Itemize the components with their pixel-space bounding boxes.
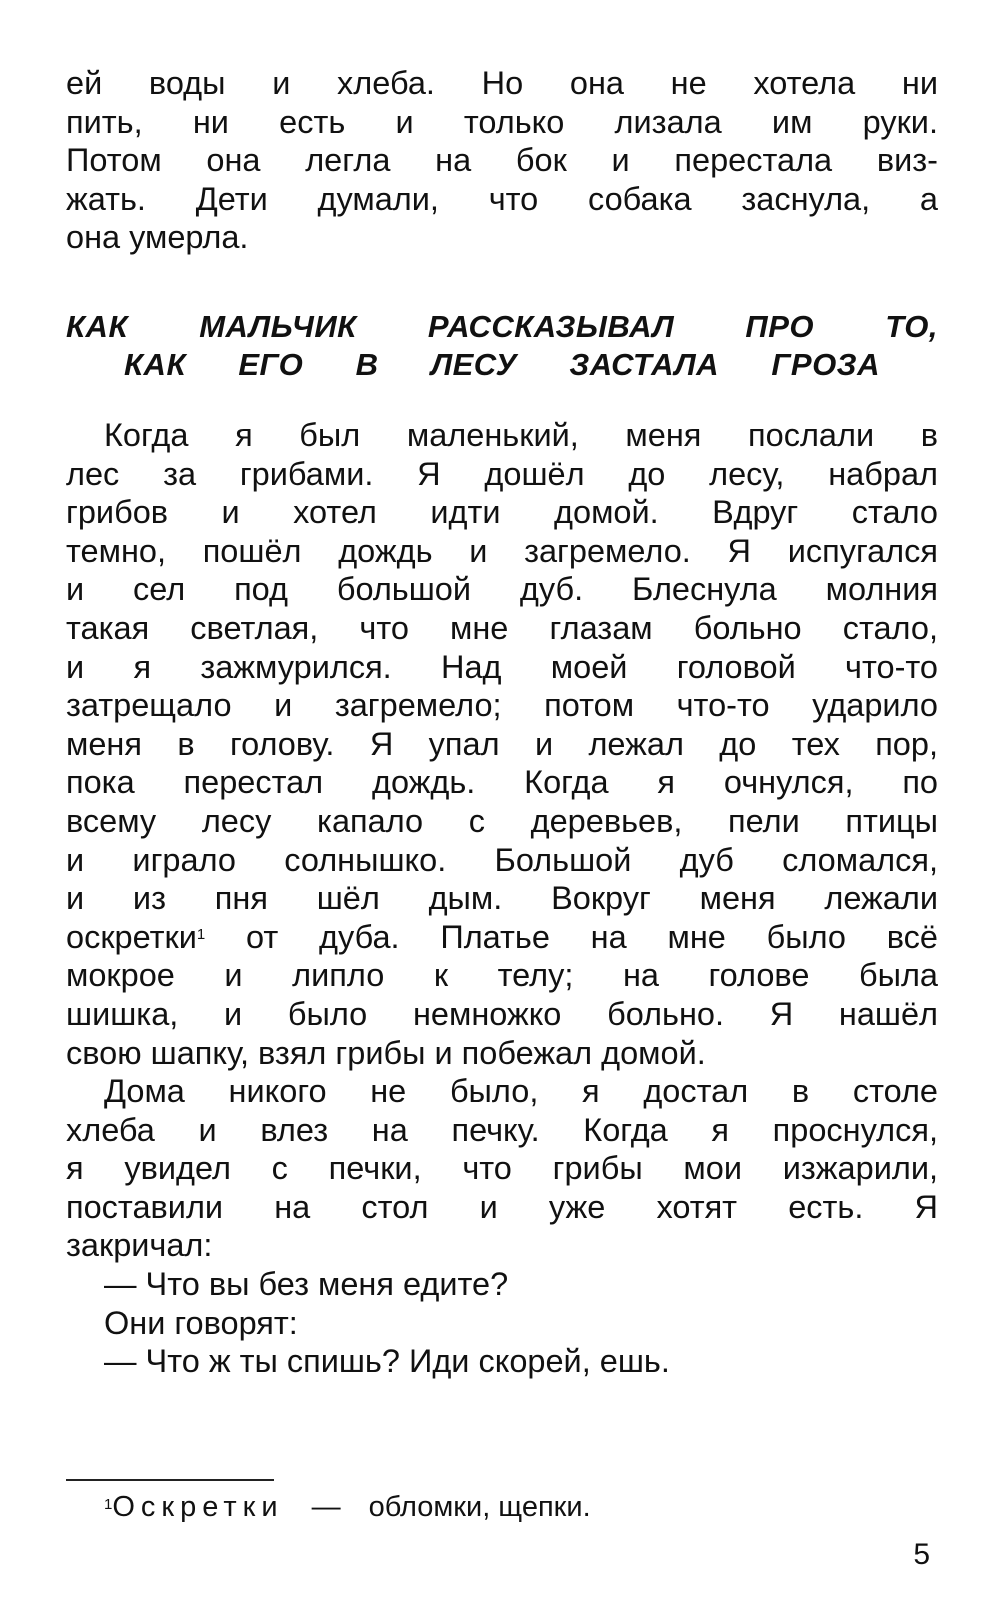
dialogue-line: — Что вы без меня едите? (104, 1266, 509, 1303)
text-line: Когда я был маленький, меня послали в (104, 417, 938, 453)
text-line: свою шапку, взял грибы и побежал домой. (66, 1034, 706, 1071)
text-line: пить, ни есть и только лизала им руки. (66, 103, 938, 140)
footnote-marker: 1 (104, 1496, 113, 1513)
text-line: грибов и хотел идти домой. Вдруг стало (66, 494, 938, 531)
page-number: 5 (913, 1538, 930, 1571)
footnote-ref-word: оскретки (66, 918, 197, 955)
text-line: темно, пошёл дождь и загремело. Я испугался (66, 532, 938, 569)
footnote (104, 1490, 591, 1524)
story-body (66, 416, 938, 1381)
text-line: пока перестал дождь. Когда я очнулся, по (66, 764, 938, 801)
footnote-divider (66, 1479, 274, 1481)
story-heading (66, 308, 938, 384)
heading-line-1: КАК МАЛЬЧИК РАССКАЗЫВАЛ ПРО ТО, (66, 309, 938, 344)
intro-paragraph (66, 64, 938, 257)
footnote-definition: обломки, щепки. (368, 1491, 591, 1523)
text-line: меня в голову. Я упал и лежал до тех пор, (66, 725, 938, 762)
dialogue-line: Они говорят: (104, 1304, 298, 1341)
dialogue-line: — Что ж ты спишь? Иди скорей, ешь. (104, 1343, 670, 1380)
text-line: поставили на стол и уже хотят есть. Я (66, 1188, 938, 1225)
text-line: хлеба и влез на печку. Когда я проснулся, (66, 1111, 938, 1148)
footnote-ref-marker[interactable]: 1 (196, 925, 206, 943)
footnote-ref-rest: от дуба. Платье на мне было всё (205, 918, 938, 955)
text-line: она умерла. (66, 219, 249, 256)
text-line: шишка, и было немножко больно. Я нашёл (66, 995, 938, 1032)
text-line: закричал: (66, 1227, 213, 1264)
footnote-ref-line (66, 918, 938, 957)
text-line: и сел под большой дуб. Блеснула молния (66, 571, 938, 608)
text-line: и из пня шёл дым. Вокруг меня лежали (66, 880, 938, 917)
text-line: и я зажмурился. Над моей головой что-то (66, 648, 938, 685)
text-line: Дома никого не было, я достал в столе (104, 1073, 938, 1110)
footnote-term: Оскретки (112, 1491, 284, 1523)
text-line: я увидел с печки, что грибы мои изжарили, (66, 1150, 938, 1187)
footnote-dash: — (311, 1491, 341, 1523)
text-line: мокрое и липло к телу; на голове была (66, 957, 938, 994)
text-line: жать. Дети думали, что собака заснула, а (66, 180, 938, 217)
text-line: всему лесу капало с деревьев, пели птицы (66, 802, 938, 839)
heading-line-2: КАК ЕГО В ЛЕСУ ЗАСТАЛА ГРОЗА (124, 347, 880, 382)
text-line: лес за грибами. Я дошёл до лесу, набрал (66, 455, 938, 492)
text-line: ей воды и хлеба. Но она не хотела ни (66, 65, 938, 101)
text-line: затрещало и загремело; потом что-то ударило (66, 687, 938, 724)
text-line: и играло солнышко. Большой дуб сломался, (66, 841, 938, 878)
text-line: такая светлая, что мне глазам больно стало, (66, 609, 938, 646)
text-line: Потом она легла на бок и перестала виз- (66, 142, 938, 179)
